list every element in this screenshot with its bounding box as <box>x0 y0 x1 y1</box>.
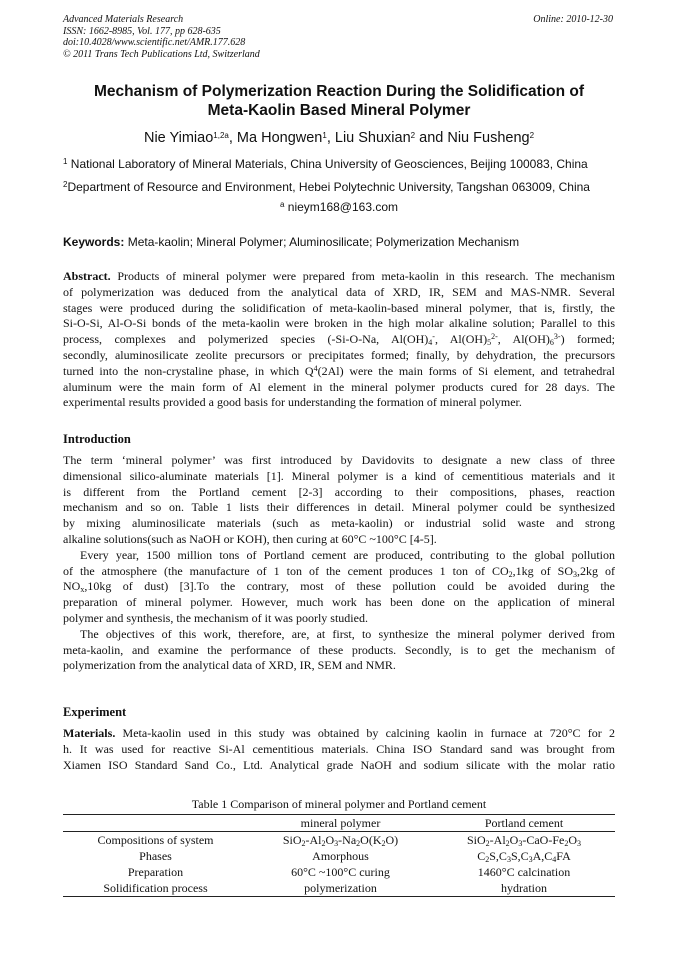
title-line-2: Meta-Kaolin Based Mineral Polymer <box>207 102 471 119</box>
intro-line: dimensional silico-aluminate materials [1]. Mineral polymer is a kind of cementitious materials and it <box>63 468 615 483</box>
subscript: 2 <box>508 569 513 579</box>
affiliation-1 <box>63 157 615 171</box>
cell-portland-cement <box>433 848 615 864</box>
text-run: -CaO-Fe <box>522 833 565 847</box>
text-run: process, complexes and polymerized species (-Si-O-Na, Al(OH) <box>63 332 429 347</box>
separator: and <box>415 130 448 146</box>
issn-line: ISSN: 1662-8985, Vol. 177, pp 628-635 <box>63 25 221 37</box>
text-run: ,2kg of <box>577 563 615 578</box>
intro-line: polymerization from the analytical data of XRD, IR, SEM and NMR. <box>63 658 396 673</box>
abstract-line: of polymerization was deduced from the analytical data of XRD, IR, SEM and MAS-NMR. Several <box>63 284 615 299</box>
subscript: 2 <box>321 839 326 848</box>
email-address[interactable]: nieym168@163.com <box>284 200 399 214</box>
author-name: Liu Shuxian <box>334 130 411 146</box>
introduction-body <box>63 453 615 674</box>
row-label: Preparation <box>127 865 184 879</box>
paper-title <box>40 82 638 120</box>
intro-line <box>63 579 615 595</box>
subscript: 2 <box>505 839 510 848</box>
text-run: (2Al) were the main forms of Si element, and tetrahedral <box>317 363 615 378</box>
affiliation-mark: 1 <box>63 157 68 166</box>
online-date: Online: 2010-12-30 <box>533 14 613 25</box>
separator: , <box>326 130 335 146</box>
subscript: 5 <box>487 338 492 348</box>
experiment-body <box>63 726 615 773</box>
materials-label: Materials. <box>63 726 116 740</box>
abstract-label: Abstract. <box>63 269 111 283</box>
subscript: 3 <box>518 839 523 848</box>
text-run: NO <box>63 579 81 594</box>
author-list <box>40 130 638 146</box>
abstract-line: experimental results provided a good basis for understanding the formation of mineral polymer. <box>63 395 522 410</box>
cell-portland-cement: 1460°C calcination <box>477 865 571 879</box>
title-line-1: Mechanism of Polymerization Reaction During the Solidification of <box>93 83 585 100</box>
author-name: Nie Yimiao <box>143 130 214 146</box>
superscript: 3- <box>553 332 561 342</box>
header-cell-empty <box>63 815 248 832</box>
cell-portland-cement: hydration <box>433 880 615 897</box>
abstract-line <box>63 332 615 348</box>
intro-line: is different from the Portland cement [2-3] according to their compositions, phases, reaction <box>63 484 615 499</box>
cell-portland-cement <box>433 832 615 849</box>
cell-mineral-polymer: 60°C ~100°C curing <box>291 865 390 879</box>
text-run: turned into the non-crystaline phase, in which Q <box>63 363 314 378</box>
subscript: 2 <box>485 839 490 848</box>
journal-header <box>63 14 260 60</box>
intro-line: The objectives of this work, therefore, are, at first, to synthesize the mineral polymer derived from <box>80 626 615 641</box>
intro-line: meta-kaolin, and examine the performance of these products. Secondly, is to get the mechanism of <box>63 642 615 657</box>
intro-line: alkaline solutions(such as NaOH or KOH), then curing at 60°C ~100°C [4-5]. <box>63 531 437 546</box>
subscript: 4 <box>552 855 557 864</box>
intro-line: mechanism and so on. Table 1 lists their differences in detail. Mineral polymer could be synthesized <box>63 500 615 515</box>
abstract-line <box>63 269 615 285</box>
author-affiliation-mark: 1,2a <box>213 131 229 140</box>
text-run: S,C <box>489 849 507 863</box>
keywords <box>63 235 615 249</box>
intro-line: The term ‘mineral polymer’ was first introduced by Davidovits to designate a new class of three <box>63 453 615 467</box>
cell-mineral-polymer: polymerization <box>248 880 433 897</box>
affiliation-2 <box>63 180 615 194</box>
header-portland-cement: Portland cement <box>433 815 615 832</box>
experiment-line: Xiamen ISO Standard Sand Co., Ltd. Analytical grade NaOH and sodium silicate with the molar ratio <box>63 757 615 772</box>
abstract-line: stages were produced during the solidification of meta-kaolin-based mineral polymer, that is, firstly, the <box>63 300 615 315</box>
superscript: - <box>432 332 435 342</box>
text-run: Meta-kaolin used in this study was obtained by calcining kaolin in furnace at 720°C for 2 <box>115 726 615 740</box>
subscript: 6 <box>549 338 554 348</box>
journal-name: Advanced Materials Research <box>63 14 184 25</box>
cell-mineral-polymer <box>248 832 433 849</box>
row-label: Compositions of system <box>63 832 248 849</box>
subscript: 3 <box>334 839 339 848</box>
subscript: 3 <box>573 569 577 579</box>
abstract-line: secondly, aluminosilicate zeolite precursors or precipitates formed; finally, by dehydration, the precursors <box>63 347 615 362</box>
text-run: -Al <box>489 833 506 847</box>
author-affiliation-mark: 1 <box>322 131 327 140</box>
table-row <box>63 880 615 897</box>
introduction-heading: Introduction <box>63 432 131 446</box>
text-run: O <box>568 833 578 847</box>
text-run: ) formed; <box>560 332 615 347</box>
subscript: 4 <box>428 338 433 348</box>
doi-line[interactable]: doi:10.4028/www.scientific.net/AMR.177.628 <box>63 37 246 48</box>
text-run: O <box>325 833 335 847</box>
subscript: 2 <box>381 839 386 848</box>
subscript: 2 <box>485 855 490 864</box>
experiment-line: h. It was used for reactive Si-Al cementitious materials. China ISO Standard sand was brought from <box>63 741 615 756</box>
row-label: Phases <box>139 849 172 863</box>
affiliation-text: Department of Resource and Environment, Hebei Polytechnic University, Tangshan 063009, China <box>67 180 590 194</box>
row-label: Solidification process <box>63 880 248 897</box>
author-affiliation-mark: 2 <box>529 131 535 140</box>
table-row <box>63 848 615 864</box>
intro-line: preparation of mineral polymer. However, much work has been done on the application of mineral <box>63 595 615 610</box>
superscript: 4 <box>313 363 318 373</box>
table-row <box>63 864 615 880</box>
text-run: SiO <box>282 833 302 847</box>
intro-line: by mixing aluminosilicate materials (such as meta-kaolin) or industrial solid waste and strong <box>63 516 615 531</box>
abstract-line: Si-O-Si, Al-O-Si bonds of the meta-kaolin were broken in the high molar alkaline solution; Parallel to this <box>63 316 615 331</box>
text-run: , Al(OH) <box>497 332 550 347</box>
subscript: 3 <box>528 855 533 864</box>
text-run: ,1kg of SO <box>512 563 573 578</box>
text-run: A,C <box>532 849 553 863</box>
abstract-line: aluminum were the main form of Al element in the mineral polymer products cured for 28 days. The <box>63 379 615 394</box>
keywords-label: Keywords: <box>63 235 125 249</box>
subscript: 3 <box>506 855 511 864</box>
intro-line: Every year, 1500 million tons of Portland cement are produced, contributing to the global pollution <box>80 547 615 562</box>
text-run: , Al(OH) <box>434 332 488 347</box>
text-run: O) <box>385 833 399 847</box>
text-run: of the atmosphere (the manufacture of 1 ton of the cement produces 1 ton of CO <box>63 563 509 578</box>
subscript: 2 <box>301 839 306 848</box>
affiliation-text: National Laboratory of Mineral Materials, China University of Geosciences, Beijing 100083, China <box>67 157 588 171</box>
keywords-text: Meta-kaolin; Mineral Polymer; Aluminosilicate; Polymerization Mechanism <box>124 235 520 249</box>
intro-line: polymer and synthesis, the mechanism of it was poorly studied. <box>63 610 368 625</box>
text-run: Products of mineral polymer were prepared from meta-kaolin in this research. The mechanism <box>110 269 615 283</box>
subscript: x <box>80 585 85 595</box>
email-line <box>40 200 638 214</box>
abstract <box>63 269 615 411</box>
text-run: ,10kg of dust) [3].To the contrary, most of these pollution could be avoided during the <box>84 579 615 594</box>
table-caption: Table 1 Comparison of mineral polymer and Portland cement <box>191 797 487 811</box>
subscript: 3 <box>577 839 582 848</box>
comparison-table <box>63 814 615 897</box>
text-run: S,C <box>510 849 529 863</box>
intro-line <box>63 564 615 580</box>
cell-mineral-polymer: Amorphous <box>312 849 369 863</box>
text-run: -Na <box>338 833 357 847</box>
affiliation-mark: 2 <box>63 180 68 189</box>
text-run: O(K <box>360 833 382 847</box>
experiment-line <box>63 726 615 742</box>
separator: , <box>228 130 237 146</box>
text-run: -Al <box>305 833 322 847</box>
superscript: 2- <box>491 332 498 342</box>
table-row <box>63 832 615 849</box>
author-name: Ma Hongwen <box>236 130 323 146</box>
experiment-heading: Experiment <box>63 705 127 719</box>
text-run: C <box>477 849 486 863</box>
text-run: O <box>509 833 519 847</box>
copyright-line: © 2011 Trans Tech Publications Ltd, Switzerland <box>63 48 260 60</box>
author-affiliation-mark: 2 <box>410 131 416 140</box>
abstract-line <box>63 364 615 380</box>
text-run: SiO <box>466 833 486 847</box>
header-mineral-polymer: mineral polymer <box>248 815 433 832</box>
table-header-row <box>63 815 615 832</box>
subscript: 2 <box>564 839 569 848</box>
text-run: FA <box>556 849 571 863</box>
subscript: 2 <box>356 839 361 848</box>
author-name: Niu Fusheng <box>447 130 530 146</box>
email-mark: a <box>279 200 285 209</box>
